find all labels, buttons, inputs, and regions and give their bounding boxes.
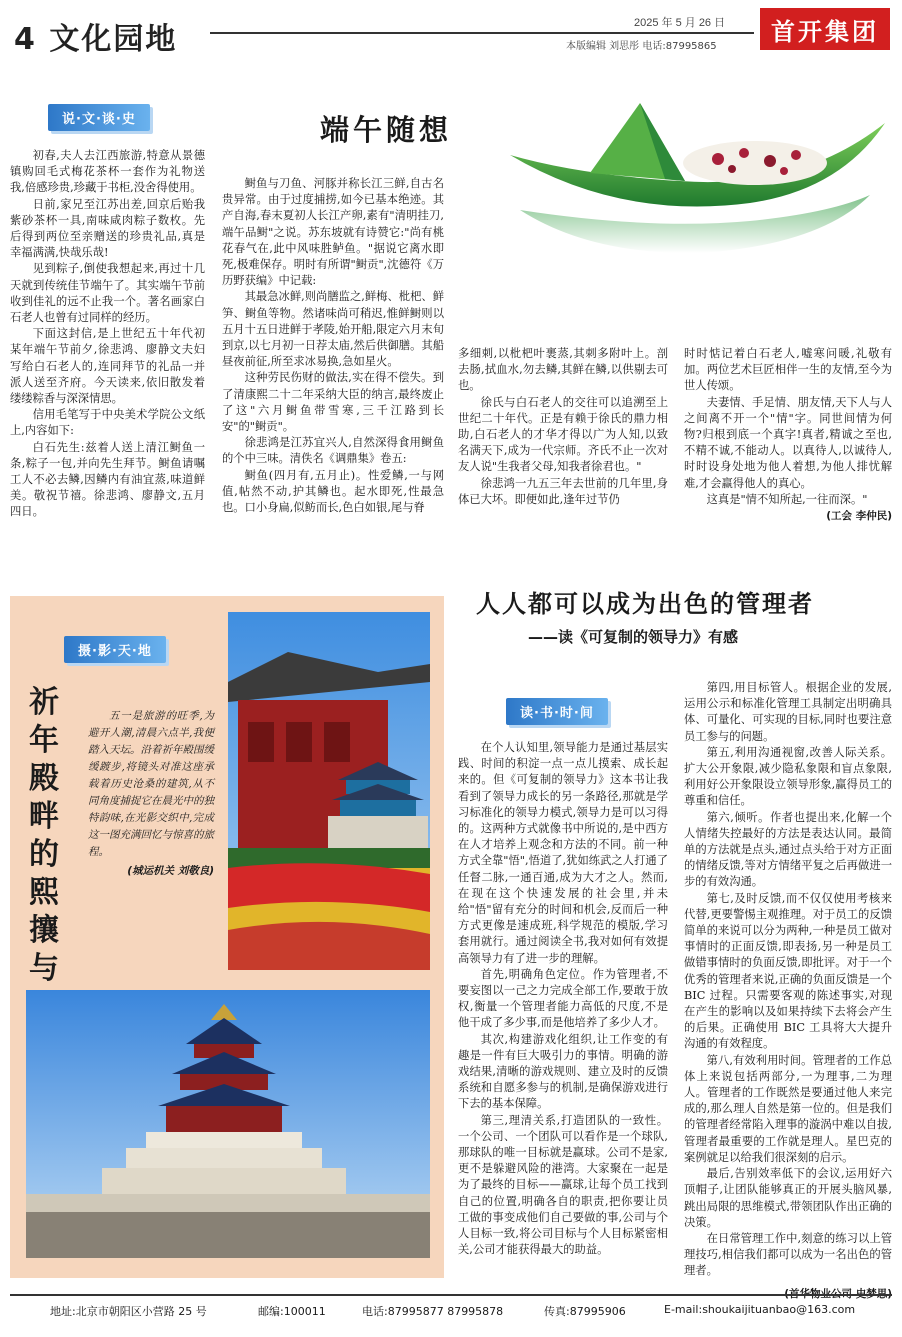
- page-title: 4 文化园地: [14, 22, 178, 57]
- company-logo: 首开集团: [760, 8, 890, 50]
- article1-column-3: 多细刺,以枇杷叶裹蒸,其刺多附叶上。剖去肠,拭血水,勿去鳞,其鲜在鳞,以供剔去可也。 徐氏与白石老人的交往可以追溯至上世纪二十年代。正是有赖于徐氏的鼎力相助,白石老人的才华才得以广为人知,以致名满天下,成为一代宗师。齐氏不止一次对友人说"生我者父母,知我者徐君也。" 徐悲鸿一九五三年去世前的几年里,身体已大坏。即便如此,逢年过节仍: [458, 347, 668, 506]
- article1-title: 端午随想: [320, 113, 453, 147]
- editor-info: 本版编辑 刘思彤 电话:87995865: [566, 41, 717, 52]
- footer-fax: 传真:87995906: [544, 1305, 626, 1318]
- article1-column-1: 初春,夫人去江西旅游,特意从景德镇购回毛式梅花茶杯一套作为礼物送我,倍感珍贵,珍藏于书柜,没舍得使用。 日前,家兄至江苏出差,回京后贻我紫砂茶杯一具,南味咸肉粽子数枚。先后得到两位至亲赠送的珍贵礼品,真是幸福满满,快哉乐哉! 见到粽子,倒使我想起来,再过十几天就到传统佳节端午了。其实端午节前收到佳礼的远不止我一个。著名画家白石老人也曾有过同样的经历。 下面这封信,是上世纪五十年代初某年端午节前夕,徐悲鸿、廖静文夫妇写给白石老人的,连同拜节的礼品一并派人送至齐府。今天读来,依旧散发着缕缕粽香与深深情思。 信用毛笔写于中央美术学院公文纸上,内容如下: 白石先生:兹着人送上清江鲥鱼一条,粽子一包,并向先生拜节。鲥鱼请嘱工人不必去鳞,因鳞内有油宜蒸,味道鲜美。敬祝节禧。徐悲鸿、廖静文,五月四日。: [10, 149, 205, 519]
- article2-title: 人人都可以成为出色的管理者: [476, 589, 814, 618]
- footer-email: E-mail:shoukaijituanbao@163.com: [664, 1303, 856, 1316]
- column-tag-reading: 读·书·时·间: [506, 698, 608, 725]
- article2-subtitle: ——读《可复制的领导力》有感: [528, 628, 739, 646]
- issue-date: 2025 年 5 月 26 日: [634, 17, 726, 29]
- footer-phone: 电话:87995877 87995878: [362, 1305, 504, 1318]
- article2-column-1: 在个人认知里,领导能力是通过基层实践、时间的积淀一点一点儿摸索、成长起来的。但《可复制的领导力》这本书让我看到了领导力成长的另一条路径,那就是学习标准化的领导力模式,领导力是可以习得的。这两种方式就像书中所说的,是中西方在人才培养上观念和方法的不同。前一种方式全靠"悟",悟道了,犹如练武之人打通了任督二脉,一通百通,成为大才之人。然而,在现在这个快速发展的社会里,并未给"悟"留有充分的时间和机会,反而后一种方式更像是速成班,科学规范的模版,学习套用就行。通过阅读全书,我对如何有效提高领导力有了进一步的理解。 首先,明确角色定位。作为管理者,不要妄图以一己之力完成全部工作,要敢于放权,衡量一个管理者能力高低的尺度,不是他干成了多少事,而是他培养了多少人才。 其次,构建游戏化组织,让工作变的有趣是一件有巨大吸引力的事情。明确的游戏结果,清晰的游戏规则、建立及时的反馈系统和自愿多参与的机制,是确保游戏进行下去的基本保障。 第三,理清关系,打造团队的一致性。一个公司、一个团队可以看作是一个球队,那球队的唯一目标就是赢球。公司不是家,更不是躲避风险的港湾。大家聚在一起是为了最终的目标——赢球,让每个员工找到自己的位置,明确各自的职责,把你要让员工做的事变成他们自己要做的事,公司与个人目标一致,将公司目标与个人目标紧密相关,公司才能获得最大的助益。: [458, 741, 668, 1257]
- column-tag-photo: 摄·影·天·地: [64, 636, 166, 663]
- article2-column-2: 第四,用目标管人。根据企业的发展,运用公示和标准化管理工具制定出明确具体、可量化、可实现的目标,同时也要注意员工参与的问题。 第五,利用沟通视窗,改善人际关系。扩大公开象限,减少隐私象限和盲点象限,利用好公开象限设立领导形象,赢得员工的尊重和信任。 第六,倾听。作者也提出来,化解一个人情绪失控最好的方法是表达认同。最简单的方法就是点头,通过点头给于对方正面的情绪反馈,等对方情绪平复之后再做进一步的有效沟通。 第七,及时反馈,而不仅仅使用考核来代替,更要警惕主观推理。对于员工的反馈简单的来说可以分为两种,一种是员工做对事情时的正面反馈,即表扬,另一种是员工做错事情时的负面反馈,即批评。对于一个优秀的管理者来说,正确的负面反馈是一个 BIC 过程。只需要客观的陈述事实,对现在产生的影响以及如果持续下去将会产生的后果。正确使用 BIC 工具将大大提升沟通的有效程度。 第八,有效利用时间。管理者的工作总体上来说包括两部分,一为理事,二为理人。管理者的工作既然是要通过他人来完成的,那么理人自然是第一位的。但是我们的管理者经常陷入理事的漩涡中难以自拔,管理者最重要的工作就是理人。星巴克的案例就足以给我们很深刻的启示。 最后,告别效率低下的会议,运用好六顶帽子,让团队能够真正的开展头脑风暴,跳出局限的思维模式,带领团队作出正确的决策。 在日常管理工作中,刻意的练习以上管理技巧,相信我们都可以成为一名出色的管理者。: [684, 680, 892, 1302]
- footer-zip: 邮编:100011: [258, 1305, 326, 1318]
- column-tag-history: 说·文·谈·史: [48, 104, 150, 131]
- footer-address: 地址:北京市朝阳区小营路 25 号: [50, 1305, 207, 1318]
- photo-caption: 五一是旅游的旺季,为避开人潮,清晨六点半,我便踏入天坛。沿着祈年殿围缓缓踱步,将镜头对准这座承载着历史沧桑的建筑,从不同角度捕捉它在晨光中的独特韵味,在光影交织中,完成这一图充满回忆与惊喜的旅程。 (城运机关 刘敬良): [88, 708, 214, 880]
- photo-byline: (城运机关 刘敬良): [127, 865, 214, 877]
- footer-rule: [10, 1294, 892, 1296]
- article1-column-2: 鲥鱼与刀鱼、河豚并称长江三鲜,自古名贵异常。由于过度捕捞,如今已基本绝迹。其产自海,春末夏初人长江产卵,素有"清明挂刀,端午品鲥"之说。苏东坡就有诗赞它:"尚有桃花春气在,此中风味胜鲈鱼。"据说它离水即死,极难保存。明时有所谓"鲥贡",沈德符《万历野获编》中记载: 其最急冰鲜,则尚膳监之,鲜梅、枇杷、鲜笋、鲥鱼等物。然诸味尚可稍迟,惟鲜鲥则以五月十五日进鲜于孝陵,始开船,限定六月末旬到京,以七月初一日荐太庙,然后供御膳。其船昼夜前征,所至求冰易换,急如星火。 这种劳民伤财的做法,实在得不偿失。到了清康熙二十二年采纳大臣的纳言,最终废止了这"六月鲥鱼带雪寒,三千江路到长安"的"鲥贡"。 徐悲鸿是江苏宜兴人,自然深得食用鲥鱼的个中三味。清佚名《调鼎集》卷五: 鲥鱼(四月有,五月止)。性爱鳞,一与网值,帖然不动,护其鳞也。起水即死,性最急也。口小身扁,似鲂而长,色白如银,尾与脊: [222, 177, 444, 515]
- article1-column-4: 时时惦记着白石老人,嘘寒问暖,礼敬有加。两位艺术巨匠相伴一生的友情,至今为世人传颂。 夫妻情、手足情、朋友情,天下人与人之间离不开一个"情"字。同世间情为何物?归根到底一个真字!真者,精诚之至也,不精不诚,不能动人。以真待人,以诚待人,时时设身处地为他人着想,为他人排忧解难,才会赢得他人的真心。 这真是"情不知所起,一往而深。" (工会 李仲民): [684, 346, 892, 524]
- photo-hall-of-prayer-gate: [228, 612, 430, 970]
- photo-hall-of-prayer-for-good-harvests: [26, 990, 430, 1258]
- article1-byline: (工会 李仲民): [826, 510, 892, 523]
- photo-section-title: 祈年殿畔的熙攘与: [29, 685, 59, 986]
- header-rule: [210, 32, 754, 34]
- zongzi-illustration: [500, 95, 890, 275]
